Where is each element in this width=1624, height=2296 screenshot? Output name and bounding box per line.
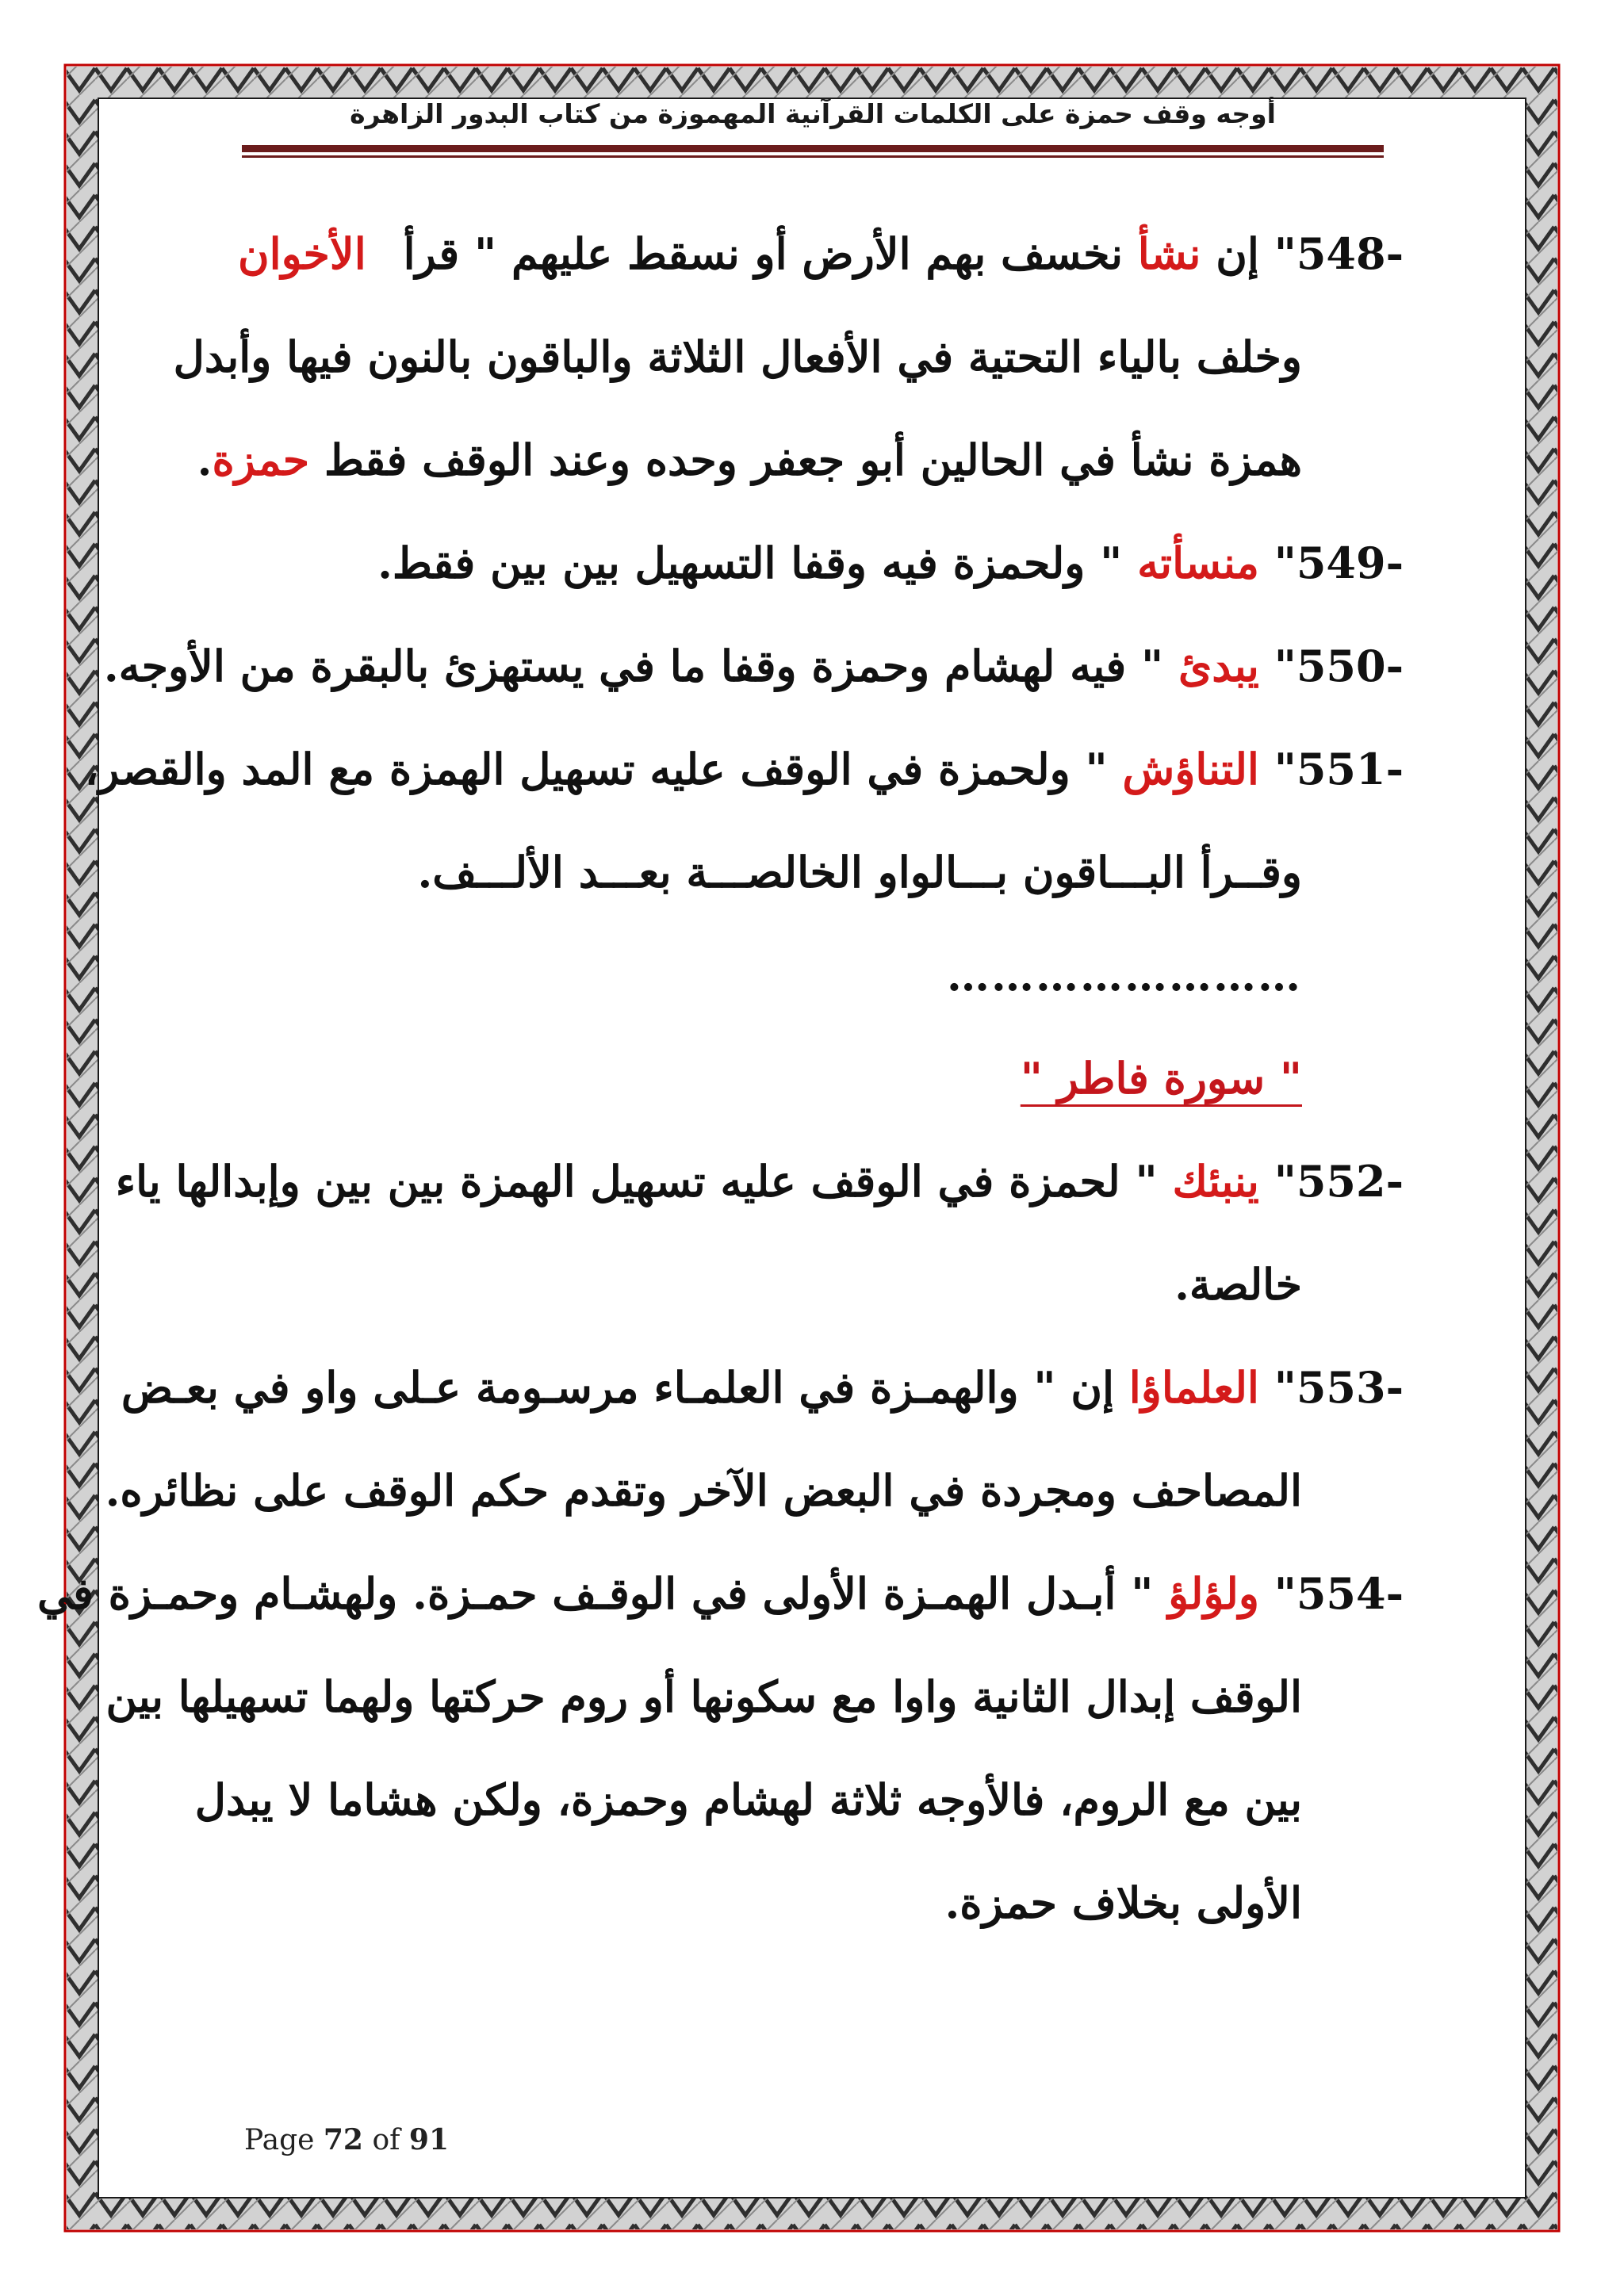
entry-number: 548-: [1296, 228, 1404, 279]
page-number: 72: [323, 2123, 363, 2156]
quranic-word: العلماؤا: [1128, 1362, 1259, 1413]
quranic-word: نشأ: [1137, 228, 1201, 279]
entry-554-line-1: 554-" ولؤلؤ " أبـدل الهمـزة الأولى في الوقـف حمـزة. ولهشـام وحمـزة في: [238, 1542, 1404, 1645]
reader-name: الأخوان: [238, 228, 366, 279]
entry-552-line-1: 552-" ينبئك " لحمزة في الوقف عليه تسهيل الهمزة بين بين وإبدالها ياء: [238, 1130, 1404, 1233]
quranic-word: التناؤش: [1122, 744, 1259, 794]
entry-553-line-2: المصاحف ومجردة في البعض الآخر وتقدم حكم الوقف على نظائره.: [105, 1465, 1302, 1516]
quranic-word: ولؤلؤ: [1168, 1568, 1259, 1619]
entry-549-line-1: 549-" منسأته " ولحمزة فيه وقفا التسهيل بين بين فقط.: [238, 511, 1404, 614]
surah-heading-row: [238, 1027, 1404, 1130]
entry-number: 549-: [1296, 538, 1404, 588]
entry-551-line-2: وقــرأ البـــاقون بـــالواو الخالصـــة بعـــد الألـــف.: [417, 847, 1302, 897]
page-total: 91: [408, 2123, 449, 2156]
dotted-separator: ……………………: [947, 950, 1302, 1001]
entry-554-line-4: الأولى بخلاف حمزة.: [944, 1877, 1302, 1928]
quranic-word: ينبئك: [1172, 1156, 1259, 1207]
entry-548-line-3: همزة نشأ في الحالين أبو جعفر وحده وعند الوقف فقط حمزة.: [197, 434, 1302, 485]
reader-name: حمزة: [212, 434, 310, 485]
entry-554-line-3: بين مع الروم، فالأوجه ثلاثة لهشام وحمزة، ولكن هشاما لا يبدل: [194, 1774, 1302, 1825]
page-label: Page: [244, 2124, 315, 2156]
entry-548-line-1: 548-" إن نشأ نخسف بهم الأرض أو نسقط عليهم " قرأ الأخوان: [238, 202, 1404, 305]
entry-551-line-1: 551-" التناؤش " ولحمزة في الوقف عليه تسهيل الهمزة مع المد والقصر،: [238, 718, 1404, 821]
entry-550-line-1: 550-" يبدئ " فيه لهشام وحمزة وقفا ما في يستهزئ بالبقرة من الأوجه.: [238, 614, 1404, 718]
page-footer: [244, 2123, 449, 2156]
quranic-word: منسأته: [1137, 538, 1259, 588]
entry-number: 552-: [1296, 1156, 1404, 1207]
main-content: [37, 202, 1404, 1954]
quranic-word: يبدئ: [1178, 641, 1259, 691]
header-rule-thin: [242, 155, 1384, 158]
header-rule-thick: [242, 145, 1384, 152]
of-label: of: [372, 2124, 400, 2156]
entry-number: 554-: [1296, 1568, 1404, 1619]
entry-number: 550-: [1296, 641, 1404, 691]
entry-554-line-2: الوقف إبدال الثانية واوا مع سكونها أو روم حركتها ولهما تسهيلها بين: [105, 1671, 1302, 1722]
surah-heading: " سورة فاطر ": [1020, 1053, 1302, 1104]
running-header: أوجه وقف حمزة على الكلمات القرآنية المهموزة من كتاب البدور الزاهرة: [350, 98, 1276, 129]
entry-number: 553-: [1296, 1362, 1404, 1413]
entry-548-line-2: وخلف بالياء التحتية في الأفعال الثلاثة والباقون بالنون فيها وأبدل: [173, 331, 1302, 382]
entry-number: 551-: [1296, 744, 1404, 794]
entry-552-line-2: خالصة.: [1174, 1259, 1302, 1310]
entry-553-line-1: 553-" العلماؤا إن " والهمـزة في العلمـاء مرسـومة عـلى واو في بعـض: [238, 1336, 1404, 1439]
